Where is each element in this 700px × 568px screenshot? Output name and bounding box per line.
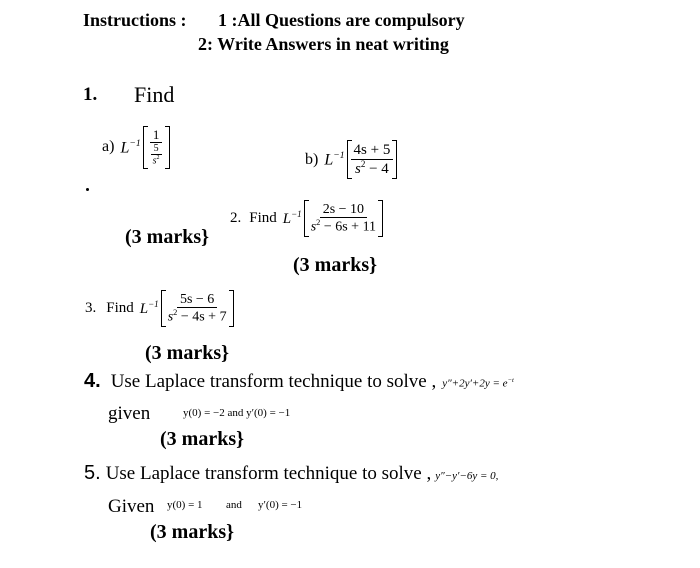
q2-fraction: $\frac{2s - 10}{s^2 - 6s + 11}$ xyxy=(310,202,377,236)
q1a-fraction: $\frac{1}{\frac{5}{s^2}}$ xyxy=(147,128,166,167)
q2-find: Find xyxy=(249,210,277,227)
instructions-label: Instructions : xyxy=(83,10,187,30)
q5-condition-1: y(0) = 1 xyxy=(167,499,203,511)
q1b-fraction: $\frac{4s + 5}{s^2 - 4}$ xyxy=(351,142,394,177)
instruction-line-1: 1 :All Questions are compulsory xyxy=(218,10,465,30)
q5-condition-2: y′(0) = −1 xyxy=(258,499,303,511)
q2-bracket xyxy=(304,200,383,237)
laplace-operator: $L^{-1}$ xyxy=(120,137,141,156)
q1-find: Find xyxy=(134,82,175,107)
q1-number: 1. xyxy=(83,84,98,105)
q4-conditions: y(0) = −2 and y′(0) = −1 xyxy=(183,407,291,419)
q1a-expression xyxy=(102,126,170,169)
q1b-label: b) xyxy=(305,150,319,168)
q1a-label: a) xyxy=(102,138,115,156)
q3-expression xyxy=(85,290,234,327)
q5-line xyxy=(84,462,498,485)
q5-equation: y″−y′−6y = 0, xyxy=(435,470,499,482)
q1b-expression xyxy=(305,140,397,179)
q2-marks: (3 marks} xyxy=(293,254,377,276)
q1a-bracket xyxy=(143,126,170,169)
q5-text: Use Laplace transform technique to solve , xyxy=(105,463,432,484)
laplace-operator: $L^{-1}$ xyxy=(282,209,302,228)
laplace-operator: $L^{-1}$ xyxy=(139,299,159,318)
laplace-operator: $L^{-1}$ xyxy=(324,149,345,169)
q3-find: Find xyxy=(106,300,134,317)
q1b-bracket xyxy=(347,140,398,179)
q4-marks: (3 marks} xyxy=(160,428,244,450)
q3-bracket xyxy=(161,290,234,327)
q4-line xyxy=(84,370,514,393)
stray-dot xyxy=(86,188,89,191)
q3-fraction: $\frac{5s - 6}{s^2 - 4s + 7}$ xyxy=(167,292,227,326)
q4-number: 4. xyxy=(84,370,101,392)
q4-given: given xyxy=(108,403,151,424)
q3-marks: (3 marks} xyxy=(145,342,229,364)
q4-equation: $y''+2y'+2y = e^{-t}$ xyxy=(442,377,514,390)
q5-and: and xyxy=(226,499,242,511)
q5-number: 5. xyxy=(84,462,101,484)
q4-text: Use Laplace transform technique to solve , xyxy=(110,371,437,392)
q5-given: Given xyxy=(108,496,155,517)
q3-number: 3. xyxy=(85,300,97,317)
q2-expression xyxy=(230,200,383,237)
q2-number: 2. xyxy=(230,210,242,227)
q1-marks: (3 marks} xyxy=(125,226,209,248)
q5-marks: (3 marks} xyxy=(150,521,234,543)
instruction-line-2: 2: Write Answers in neat writing xyxy=(198,34,449,54)
